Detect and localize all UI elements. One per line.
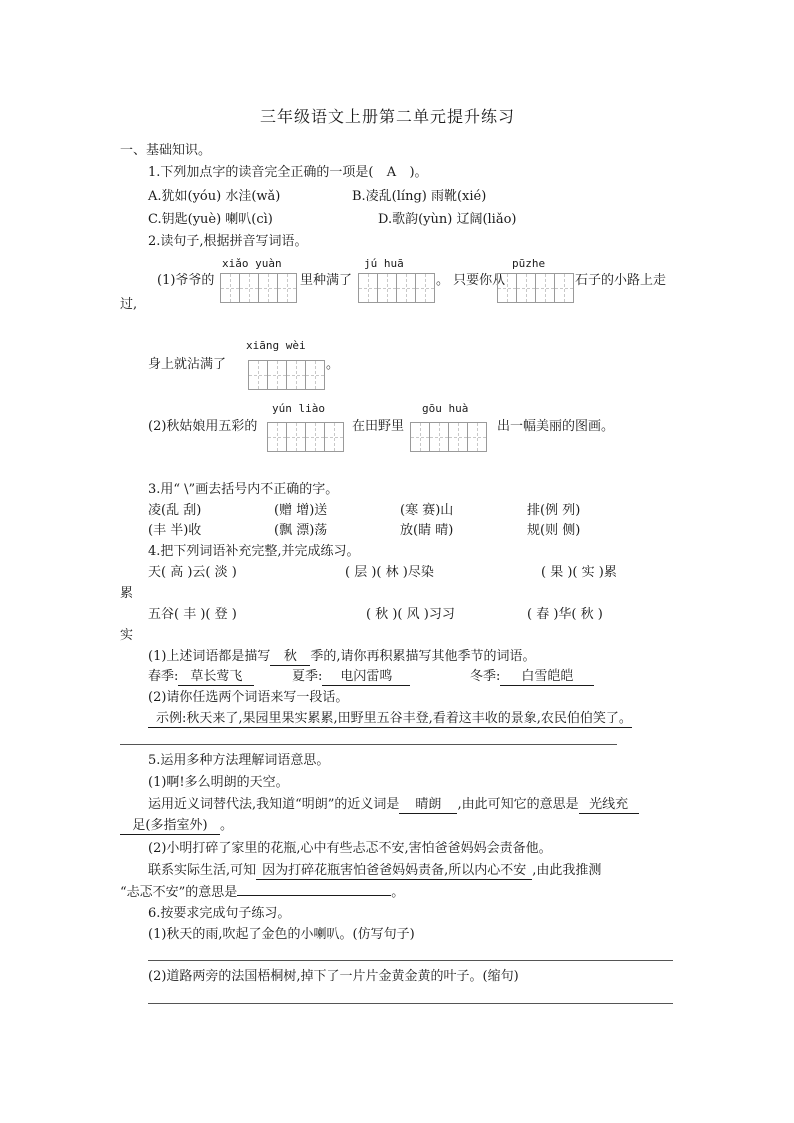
q6-s1: (1)秋天的雨,吹起了金色的小喇叭。(仿写句子) xyxy=(148,927,415,942)
q5-stem: 5.运用多种方法理解词语意思。 xyxy=(148,753,330,768)
q3-item: 排(例 列) xyxy=(527,503,581,518)
q4-idiom: 五谷( 丰 )( 登 ) xyxy=(148,607,237,622)
writing-line[interactable] xyxy=(148,1003,673,1004)
q2-s1-text: 。 xyxy=(326,357,340,372)
q5-s2-line-wrap: “忐忑不安”的意思是 。 xyxy=(120,885,405,900)
pinyin-label: pūzhe xyxy=(512,257,546,270)
q6-stem: 6.按要求完成句子练习。 xyxy=(148,906,291,921)
blank-answer[interactable] xyxy=(237,895,391,896)
q1-option-c: C.钥匙(yuè) 喇叭(cì) xyxy=(148,212,273,227)
pinyin-label: xiāng wèi xyxy=(246,339,306,352)
q2-s2-text: 出一幅美丽的图画。 xyxy=(497,419,615,434)
answer-grid[interactable] xyxy=(410,422,486,452)
q4-idiom: ( 春 )华( 秋 ) xyxy=(527,607,603,622)
q2-stem: 2.读句子,根据拼音写词语。 xyxy=(148,234,308,249)
q2-s1-text: 过, xyxy=(120,297,138,312)
pinyin-label: jú huā xyxy=(364,257,404,270)
answer-grid[interactable] xyxy=(267,422,343,452)
q2-s2-text: 在田野里 xyxy=(352,419,405,434)
q3-item: 规(则 侧) xyxy=(527,523,581,538)
q1-stem: 1.下列加点字的读音完全正确的一项是( A )。 xyxy=(148,165,428,180)
answer-grid[interactable] xyxy=(358,273,434,303)
q5-s2-line: 联系实际生活,可知 因为打碎花瓶害怕爸爸妈妈责备,所以内心不安 ,由此我推测 xyxy=(148,863,602,878)
q4-idiom-wrap: 累 xyxy=(120,586,134,601)
q4-sub1-answer: 秋 xyxy=(270,649,310,666)
q2-s1-text: 石子的小路上走 xyxy=(575,273,667,288)
q3-item: (丰 半)收 xyxy=(148,523,202,538)
q5-s1: (1)啊!多么明朗的天空。 xyxy=(148,775,289,790)
q5-s1-line: 运用近义词替代法,我知道“明朗”的近义词是 晴朗 ,由此可知它的意思是 光线充 xyxy=(148,797,639,814)
q2-s1-text: 。 只要你从 xyxy=(436,273,506,288)
q4-season-summer: 夏季: 电闪雷鸣 xyxy=(292,669,410,686)
pinyin-label: xiǎo yuàn xyxy=(222,257,282,270)
q4-sub1: (1)上述词语都是描写 秋 季的,请你再积累描写其他季节的词语。 xyxy=(148,649,536,664)
q3-item: 放(睛 晴) xyxy=(400,523,454,538)
q3-item: (飘 漂)荡 xyxy=(274,523,328,538)
page-title: 三年级语文上册第二单元提升练习 xyxy=(260,107,516,126)
q4-idiom: ( 层 )( 林 )尽染 xyxy=(345,565,434,580)
q2-s1-text: 里种满了 xyxy=(300,273,353,288)
q1-option-b: B.凌乱(líng) 雨靴(xié) xyxy=(352,189,487,204)
answer-grid[interactable] xyxy=(220,273,296,303)
q3-stem: 3.用“ \”画去括号内不正确的字。 xyxy=(148,482,339,497)
q3-item: (赠 增)送 xyxy=(274,503,328,518)
q1-answer: A xyxy=(386,165,397,180)
pinyin-label: gōu huà xyxy=(422,402,469,415)
q6-s2: (2)道路两旁的法国梧桐树,掉下了一片片金黄金黄的叶子。(缩句) xyxy=(148,969,519,984)
q2-s1-text: (1)爷爷的 xyxy=(157,273,215,288)
q2-s1-text: 身上就沾满了 xyxy=(148,357,227,372)
answer-grid[interactable] xyxy=(248,360,324,390)
pinyin-label: yún liào xyxy=(272,402,325,415)
q4-idiom-wrap: 实 xyxy=(120,628,134,643)
q3-item: (寒 赛)山 xyxy=(400,503,454,518)
section-heading: 一、基础知识。 xyxy=(120,143,212,158)
q5-s2: (2)小明打碎了家里的花瓶,心中有些忐忑不安,害怕爸爸妈妈会责备他。 xyxy=(148,841,552,856)
answer-grid[interactable] xyxy=(497,273,573,303)
writing-line[interactable] xyxy=(148,960,673,961)
q1-option-a: A.犹如(yóu) 水洼(wǎ) xyxy=(148,189,281,204)
q5-s1-line-wrap: 足(多指室外) 。 xyxy=(120,818,233,835)
q4-season-spring: 春季: 草长莺飞 xyxy=(148,669,254,686)
q1-option-d: D.歌韵(yùn) 辽阔(liǎo) xyxy=(378,212,517,227)
q4-season-winter: 冬季: 白雪皑皑 xyxy=(470,669,594,686)
q3-item: 凌(乱 刮) xyxy=(148,503,202,518)
q4-idiom: 天( 高 )云( 淡 ) xyxy=(148,565,237,580)
q4-example: 示例:秋天来了,果园里果实累累,田野里五谷丰登,看着这丰收的景象,农民伯伯笑了。 xyxy=(148,711,632,728)
q4-sub2: (2)请你任选两个词语来写一段话。 xyxy=(148,690,349,705)
q4-idiom: ( 果 )( 实 )累 xyxy=(541,565,617,580)
q4-stem: 4.把下列词语补充完整,并完成练习。 xyxy=(148,544,360,559)
q4-idiom: ( 秋 )( 风 )习习 xyxy=(366,607,455,622)
writing-line[interactable] xyxy=(120,744,617,745)
q2-s2-text: (2)秋姑娘用五彩的 xyxy=(148,419,258,434)
